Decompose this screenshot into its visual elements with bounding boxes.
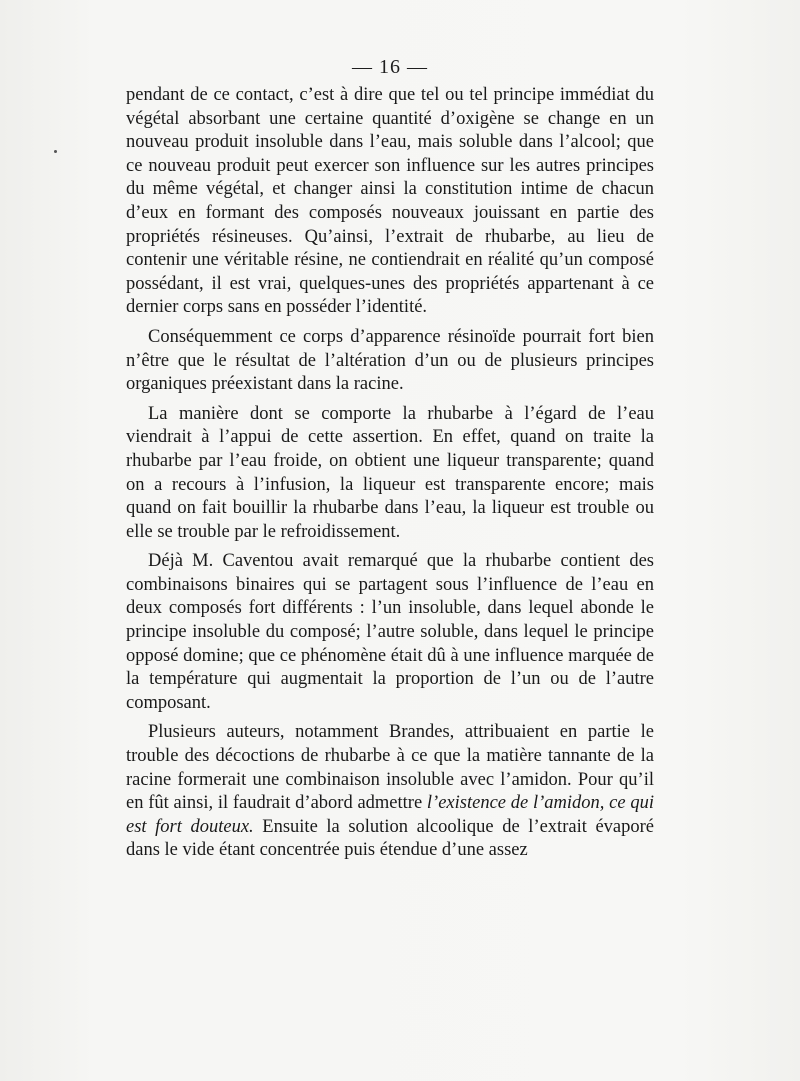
paper-speck	[54, 150, 57, 153]
paragraph-5	[126, 721, 654, 863]
page-number: — 16 —	[352, 56, 428, 78]
paragraph-5-italic: l’existence de l’amidon, ce qui est fort douteux.	[126, 793, 654, 837]
body-text	[126, 84, 654, 863]
paragraph-3: La manière dont se comporte la rhubarbe à l’égard de l’eau viendrait à l’appui de cette assertion. En effet, quand on traite la rhubarbe par l’eau froide, on obtient une liqueur transparente; quand on a recours à l’infusion, la liqueur est transparente encore; mais quand on fait bouillir la rhubarbe dans l’eau, la liqueur est trouble ou elle se trouble par le refroidissement.	[126, 403, 654, 542]
paragraph-5-text-b: Ensuite la solution alcoolique de l’extrait évaporé dans le vide étant concentrée puis étendue d’une assez	[126, 816, 655, 861]
paragraph-5-text-a: Plusieurs auteurs, notamment Brandes, attribuaient en partie le trouble des décoctions de rhubarbe à ce que la matière tannante de la racine formerait une combinaison insoluble avec l’amidon. Pour qu’il en fût ainsi, il faudrait d’abord admettre	[126, 722, 654, 814]
paragraph-2: Conséquemment ce corps d’apparence résinoïde pourrait fort bien n’être que le résultat de l’altération d’un ou de plusieurs principes organiques préexistant dans la racine.	[126, 326, 654, 395]
paragraph-1: pendant de ce contact, c’est à dire que tel ou tel principe immédiat du végétal absorbant une certaine quantité d’oxigène se change en un nouveau produit insoluble dans l’eau, mais soluble dans l’alcool; que ce nouveau produit peut exercer son influence sur les autres principes du même végétal, et changer ainsi la constitution intime de chacun d’eux en formant des composés nouveaux jouissant en partie des propriétés résineuses. Qu’ainsi, l’extrait de rhubarbe, au lieu de contenir une véritable résine, ne contiendrait en réalité qu’un composé possédant, il est vrai, quelques-unes des propriétés appartenant à ce dernier corps sans en posséder l’identité.	[126, 85, 654, 318]
paragraph-4: Déjà M. Caventou avait remarqué que la rhubarbe contient des combinaisons binaires qui se partagent sous l’influence de l’eau en deux composés fort différents : l’un insoluble, dans lequel abonde le principe insoluble du composé; l’autre soluble, dans lequel le principe opposé domine; que ce phénomène était dû à une influence marquée de la température qui augmentait la proportion de l’un ou de l’autre composant.	[126, 551, 654, 713]
